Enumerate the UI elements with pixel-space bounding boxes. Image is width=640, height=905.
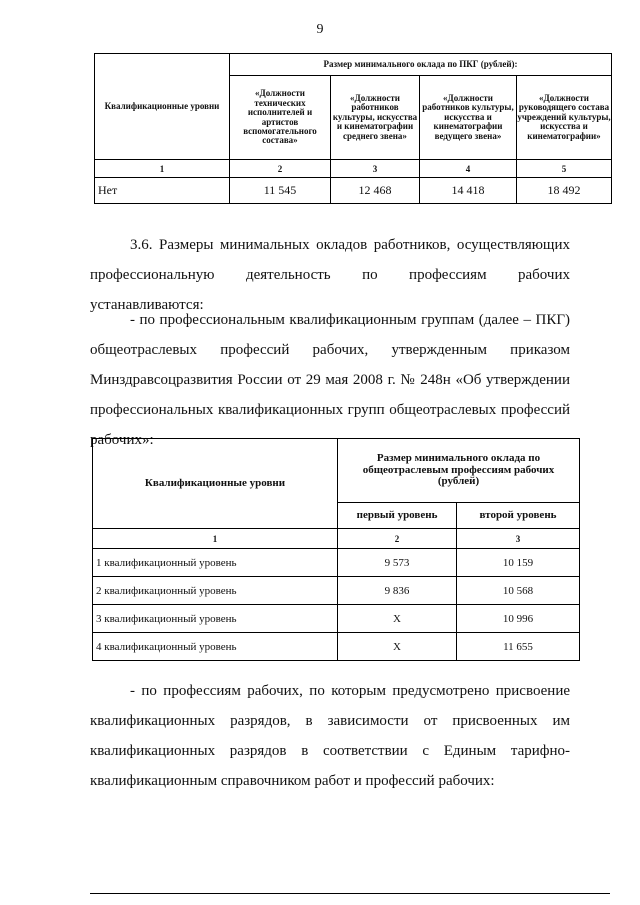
paragraph-workers-line: - по профессиям рабочих, по которым предусмотрено присвоение <box>130 683 570 699</box>
table2-sub-first: первый уровень <box>338 503 457 529</box>
table1-subheader-4: «Должности работников культуры, искусства и кинематографии ведущего звена» <box>420 76 517 160</box>
table2-row-second: 10 568 <box>457 577 580 605</box>
table1-cell-5: 18 492 <box>517 178 612 204</box>
table1-group-header: Размер минимального оклада по ПКГ (рублей): <box>230 54 612 76</box>
table1-num-2: 2 <box>230 160 331 178</box>
paragraph-workers <box>90 676 570 796</box>
paragraph-workers-line: квалификационным справочником работ и профессий рабочих: <box>90 773 495 789</box>
table1-col1-header: Квалификационные уровни <box>95 54 230 160</box>
table2-row-label: 4 квалификационный уровень <box>93 633 338 661</box>
table1-subheader-3: «Должности работников культуры, искусства и кинематографии среднего звена» <box>331 76 420 160</box>
page-bottom-rule <box>90 893 610 894</box>
table1-num-1: 1 <box>95 160 230 178</box>
paragraph-pkg-line: Минздравсоцразвития России от 29 мая 2008 г. № 248н «Об утверждении <box>90 372 570 388</box>
table2-col1-header: Квалификационные уровни <box>93 439 338 529</box>
table1-subheader-5: «Должности руководящего состава учреждений культуры, искусства и кинематографии» <box>517 76 612 160</box>
paragraph-pkg <box>90 305 570 455</box>
paragraph-pkg-line: - по профессиональным квалификационным группам (далее – ПКГ) <box>130 312 570 328</box>
table2-row-first: Х <box>338 605 457 633</box>
table1-cell-2: 11 545 <box>230 178 331 204</box>
paragraph-3-6-line: профессиональную деятельность по профессиям рабочих <box>90 267 570 283</box>
paragraph-3-6-line: 3.6. Размеры минимальных окладов работников, осуществляющих <box>130 237 570 253</box>
table2-num-1: 1 <box>93 529 338 549</box>
table2-sub-second: второй уровень <box>457 503 580 529</box>
table1-num-3: 3 <box>331 160 420 178</box>
table2-num-3: 3 <box>457 529 580 549</box>
table2-num-2: 2 <box>338 529 457 549</box>
table1-subheader-2: «Должности технических исполнителей и артистов вспомогательного состава» <box>230 76 331 160</box>
table2-row-second: 10 159 <box>457 549 580 577</box>
table2-row-second: 11 655 <box>457 633 580 661</box>
paragraph-3-6-line: устанавливаются: <box>90 297 204 313</box>
table2-row-label: 1 квалификационный уровень <box>93 549 338 577</box>
page-number: 9 <box>316 22 324 37</box>
table2-row-label: 3 квалификационный уровень <box>93 605 338 633</box>
table2-row-first: Х <box>338 633 457 661</box>
table1-num-5: 5 <box>517 160 612 178</box>
table1-cell-4: 14 418 <box>420 178 517 204</box>
table1-cell-3: 12 468 <box>331 178 420 204</box>
paragraph-workers-line: квалификационных разрядов, в зависимости от присвоенных им <box>90 713 570 729</box>
table2-row-second: 10 996 <box>457 605 580 633</box>
table2-row-first: 9 836 <box>338 577 457 605</box>
paragraph-pkg-line: профессиональных квалификационных групп общеотраслевых профессий <box>90 402 570 418</box>
paragraph-pkg-line: рабочих»: <box>90 432 154 448</box>
table2-row-first: 9 573 <box>338 549 457 577</box>
table2-row-label: 2 квалификационный уровень <box>93 577 338 605</box>
paragraph-pkg-line: общеотраслевых профессий рабочих, утвержденным приказом <box>90 342 570 358</box>
table1-num-4: 4 <box>420 160 517 178</box>
paragraph-workers-line: квалификационных разрядов в соответствии с Единым тарифно- <box>90 743 570 759</box>
table2-group-header: Размер минимального оклада по общеотраслевым профессиям рабочих (рублей) <box>338 439 580 503</box>
table1-row-label: Нет <box>95 178 230 204</box>
pkg-culture-salary-table <box>94 53 612 204</box>
worker-professions-salary-table <box>92 438 580 661</box>
